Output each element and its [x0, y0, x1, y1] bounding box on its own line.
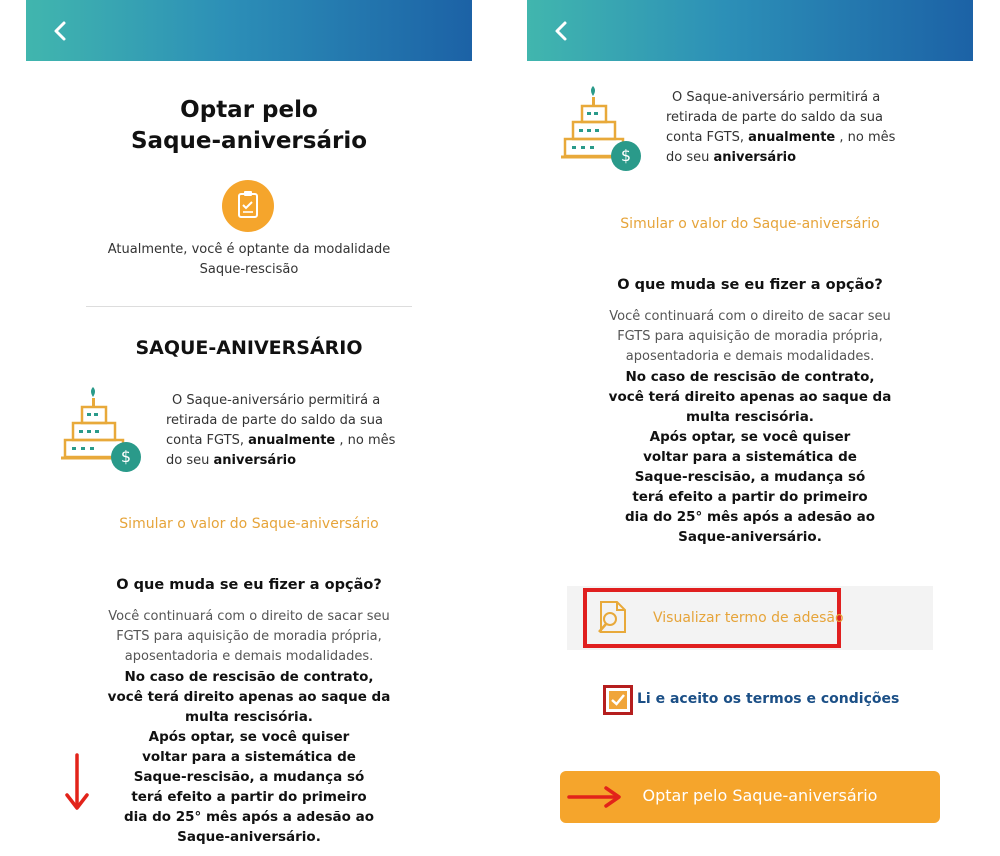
document-search-icon [595, 600, 629, 636]
status-text-line1: Atualmente, você é optante da modalidade [107, 242, 391, 257]
desc-line2: retirada de parte do saldo da sua [166, 413, 383, 428]
desc-line4 [166, 451, 466, 471]
left-screen [26, 0, 472, 856]
info-bold-line: dia do 25° mês após a adesão ao [625, 509, 875, 525]
desc-line1: O Saque-aniversário permitirá a [172, 393, 381, 408]
info-bold-line: você terá direito apenas ao saque da [107, 689, 391, 705]
view-terms-label: Visualizar termo de adesão [653, 610, 844, 626]
desc-line1: O Saque-aniversário permitirá a [672, 90, 881, 105]
info-bold-line: terá efeito a partir do primeiro [131, 789, 367, 805]
submit-button-label: Optar pelo Saque-aniversário [642, 786, 878, 805]
info-bold-line: Saque-rescisão, a mudança só [133, 769, 365, 785]
clipboard-check-icon [222, 180, 274, 232]
desc-line3-a: conta FGTS, [666, 130, 744, 145]
description-text [166, 391, 466, 471]
info-bold-line: multa rescisória. [686, 409, 814, 425]
info-grey-block [26, 607, 472, 667]
red-arrow-icon [64, 752, 90, 812]
page-title-line1: Optar pelo [180, 97, 318, 123]
desc-line3 [666, 128, 966, 148]
info-bold-line: Após optar, se você quiser [649, 429, 851, 445]
info-grey-line: Você continuará com o direito de sacar seu [609, 309, 891, 324]
divider [86, 306, 412, 307]
back-arrow-icon[interactable] [549, 18, 575, 44]
desc-emphasis-annually: anualmente [248, 433, 336, 448]
section-title: SAQUE-ANIVERSÁRIO [135, 337, 363, 359]
right-screen [527, 0, 973, 856]
desc-line2: retirada de parte do saldo da sua [666, 110, 883, 125]
app-header [26, 0, 472, 61]
app-header [527, 0, 973, 61]
simulate-link[interactable]: Simular o valor do Saque-aniversário [119, 516, 379, 532]
accept-terms-checkbox[interactable] [603, 685, 633, 715]
description-text [666, 88, 966, 168]
back-arrow-icon[interactable] [48, 18, 74, 44]
info-bold-line: dia do 25° mês após a adesão ao [124, 809, 374, 825]
info-grey-line: FGTS para aquisição de moradia própria, [617, 329, 883, 344]
submit-button[interactable] [560, 771, 940, 823]
desc-line3-a: conta FGTS, [166, 433, 244, 448]
desc-line4-a: do seu [166, 453, 210, 468]
info-bold-line: Saque-aniversário. [678, 529, 822, 545]
info-bold-line: voltar para a sistemática de [643, 449, 857, 465]
info-grey-line: Você continuará com o direito de sacar seu [108, 609, 390, 624]
info-bold-block [26, 667, 472, 847]
simulate-link[interactable]: Simular o valor do Saque-aniversário [620, 216, 880, 232]
info-bold-line: terá efeito a partir do primeiro [632, 489, 868, 505]
question-heading: O que muda se eu fizer a opção? [116, 577, 382, 593]
info-bold-line: você terá direito apenas ao saque da [608, 389, 892, 405]
birthday-cake-icon [560, 84, 644, 176]
desc-emphasis-birthday: aniversário [713, 150, 796, 165]
desc-emphasis-annually: anualmente [748, 130, 836, 145]
desc-emphasis-birthday: aniversário [213, 453, 296, 468]
info-bold-line: Após optar, se você quiser [148, 729, 350, 745]
info-grey-line: aposentadoria e demais modalidades. [625, 349, 875, 364]
birthday-cake-icon [60, 385, 144, 477]
info-bold-line: No caso de rescisão de contrato, [625, 369, 875, 385]
view-terms-button[interactable] [583, 588, 844, 648]
dollar-coin-icon: $ [111, 442, 141, 472]
accept-terms-label[interactable]: Li e aceito os termos e condições [637, 691, 900, 707]
info-bold-line: multa rescisória. [185, 709, 313, 725]
info-bold-line: voltar para a sistemática de [142, 749, 356, 765]
info-grey-line: FGTS para aquisição de moradia própria, [116, 629, 382, 644]
info-grey-block [527, 307, 973, 367]
info-grey-line: aposentadoria e demais modalidades. [124, 649, 374, 664]
status-text-line2: Saque-rescisão [199, 262, 299, 277]
info-bold-line: Saque-rescisão, a mudança só [634, 469, 866, 485]
checkbox-icon [609, 691, 627, 709]
desc-line3-c: , no mês [339, 433, 396, 448]
desc-line3-c: , no mês [839, 130, 896, 145]
info-bold-block [527, 367, 973, 547]
question-heading: O que muda se eu fizer a opção? [617, 277, 883, 293]
info-bold-line: No caso de rescisão de contrato, [124, 669, 374, 685]
desc-line4-a: do seu [666, 150, 710, 165]
desc-line4 [666, 148, 966, 168]
dollar-coin-icon: $ [611, 141, 641, 171]
desc-line3 [166, 431, 466, 451]
info-bold-line: Saque-aniversário. [177, 829, 321, 845]
page-title-line2: Saque-aniversário [130, 128, 368, 154]
